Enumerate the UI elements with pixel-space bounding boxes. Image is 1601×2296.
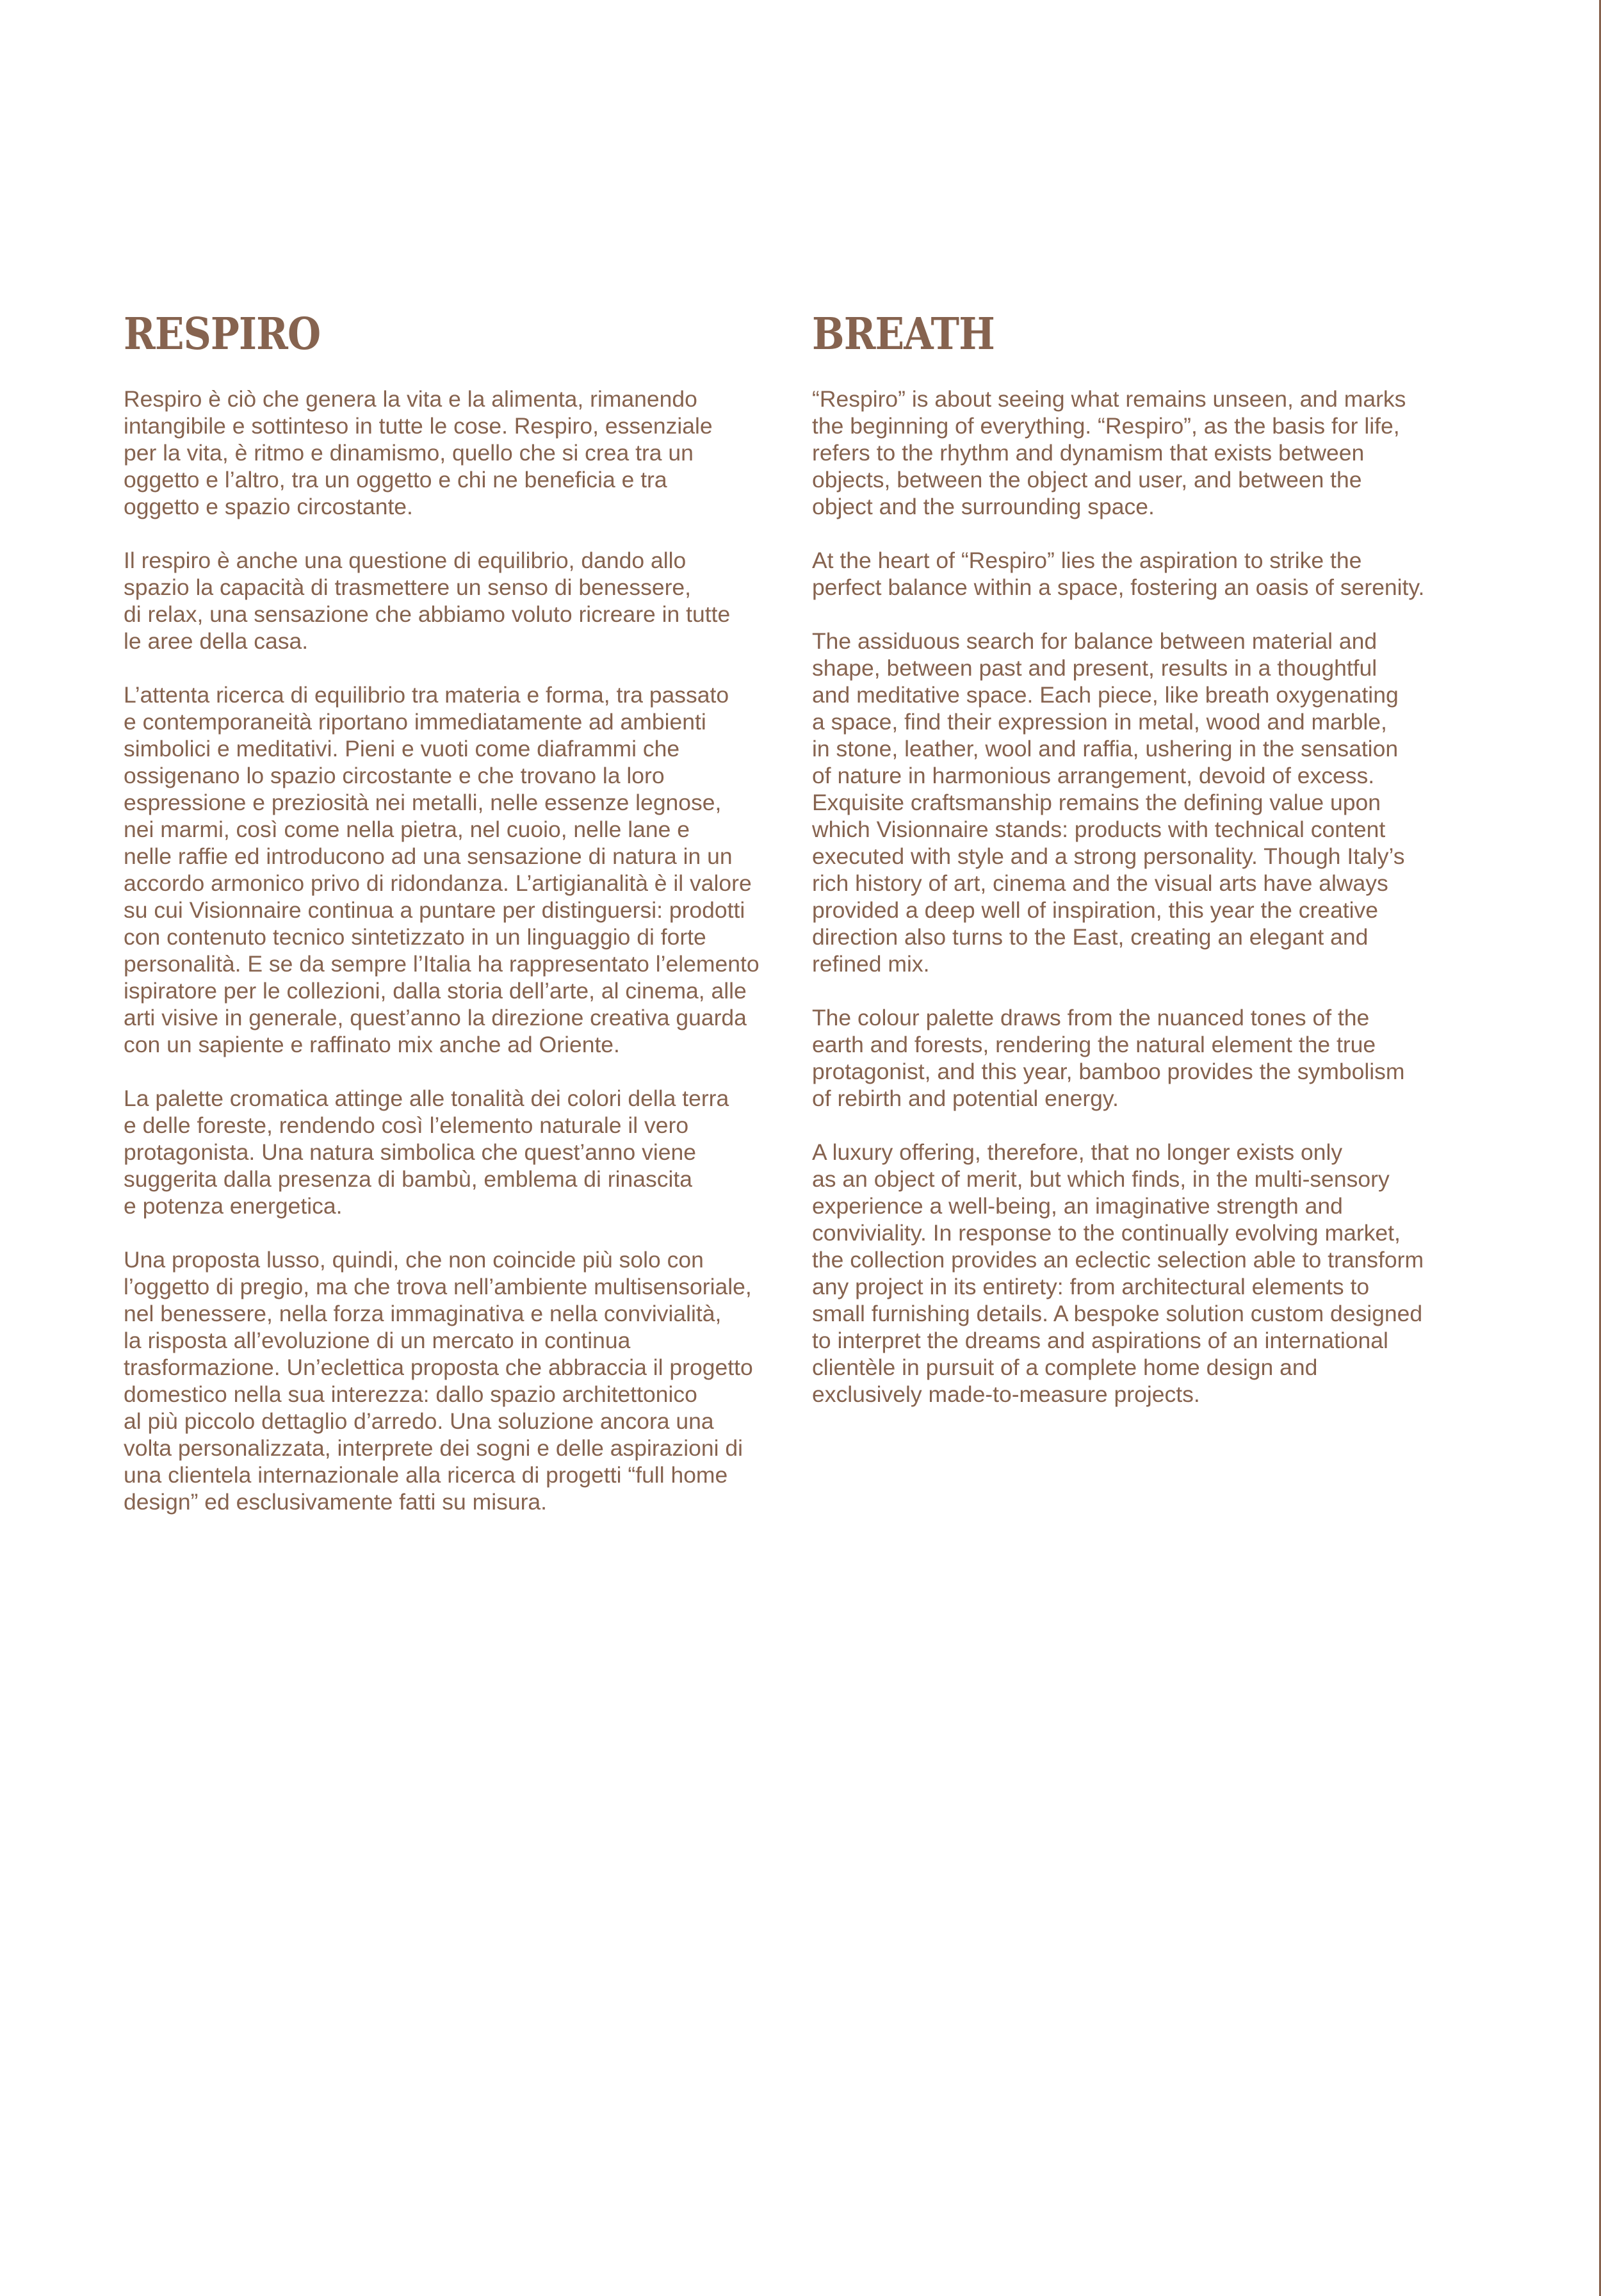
text-line: La palette cromatica attinge alle tonalità dei colori della terra [124,1086,729,1111]
text-line: e potenza energetica. [124,1193,343,1219]
text-line: to interpret the dreams and aspirations of an international [812,1328,1388,1353]
text-line: oggetto e l’altro, tra un oggetto e chi ne beneficia e tra [124,467,667,493]
text-line: una clientela internazionale alla ricerca di progetti “full home [124,1462,728,1488]
italian-paragraph-4 [124,1085,802,1219]
text-line: spazio la capacità di trasmettere un senso di benessere, [124,574,692,600]
text-line: refined mix. [812,951,930,977]
english-paragraph-1 [812,386,1504,520]
text-line: objects, between the object and user, and between the [812,467,1362,493]
text-line: design” ed esclusivamente fatti su misura. [124,1489,547,1515]
text-line: At the heart of “Respiro” lies the aspiration to strike the [812,548,1362,573]
text-line: small furnishing details. A bespoke solution custom designed [812,1301,1423,1326]
text-line: domestico nella sua interezza: dallo spazio architettonico [124,1381,697,1407]
text-line: nelle raffie ed introducono ad una sensazione di natura in un [124,843,733,869]
english-paragraph-3 [812,628,1504,977]
english-column [812,309,1504,1435]
text-line: any project in its entirety: from architectural elements to [812,1274,1370,1299]
english-paragraph-5 [812,1139,1504,1408]
text-line: “Respiro” is about seeing what remains unseen, and marks [812,386,1406,412]
text-line: of rebirth and potential energy. [812,1086,1119,1111]
text-line: arti visive in generale, quest’anno la direzione creativa guarda [124,1005,747,1030]
text-line: clientèle in pursuit of a complete home design and [812,1355,1318,1380]
text-line: of nature in harmonious arrangement, devoid of excess. [812,763,1375,788]
text-line: per la vita, è ritmo e dinamismo, quello che si crea tra un [124,440,694,466]
text-line: The colour palette draws from the nuanced tones of the [812,1005,1370,1030]
text-line: ossigenano lo spazio circostante e che trovano la loro [124,763,665,788]
text-line: direction also turns to the East, creating an elegant and [812,924,1369,950]
text-line: con un sapiente e raffinato mix anche ad Oriente. [124,1032,620,1057]
italian-paragraph-2 [124,547,802,655]
english-heading: BREATH [812,309,995,360]
text-line: nel benessere, nella forza immaginativa e nella convivialità, [124,1301,722,1326]
text-line: conviviality. In response to the continually evolving market, [812,1220,1401,1246]
text-line: trasformazione. Un’eclettica proposta che abbraccia il progetto [124,1355,753,1380]
text-line: the collection provides an eclectic selection able to transform [812,1247,1424,1273]
text-line: object and the surrounding space. [812,494,1155,519]
text-line: a space, find their expression in metal, wood and marble, [812,709,1387,735]
italian-column [124,309,802,1542]
text-line: intangibile e sottinteso in tutte le cose. Respiro, essenziale [124,413,713,439]
text-line: Il respiro è anche una questione di equilibrio, dando allo [124,548,687,573]
text-line: exclusively made-to-measure projects. [812,1381,1200,1407]
text-line: suggerita dalla presenza di bambù, emblema di rinascita [124,1166,692,1192]
text-line: accordo armonico privo di ridondanza. L’artigianalità è il valore [124,870,752,896]
text-line: A luxury offering, therefore, that no longer exists only [812,1139,1343,1165]
text-line: nei marmi, così come nella pietra, nel cuoio, nelle lane e [124,817,690,842]
text-line: rich history of art, cinema and the visual arts have always [812,870,1388,896]
text-line: in stone, leather, wool and raffia, ushering in the sensation [812,736,1399,761]
text-line: the beginning of everything. “Respiro”, as the basis for life, [812,413,1400,439]
italian-paragraph-5 [124,1246,802,1515]
text-line: refers to the rhythm and dynamism that exists between [812,440,1365,466]
text-line: di relax, una sensazione che abbiamo voluto ricreare in tutte [124,601,731,627]
text-line: le aree della casa. [124,628,309,654]
text-line: simbolici e meditativi. Pieni e vuoti come diaframmi che [124,736,680,761]
italian-heading: RESPIRO [124,309,321,360]
text-line: al più piccolo dettaglio d’arredo. Una soluzione ancora una [124,1408,714,1434]
italian-paragraph-1 [124,386,802,520]
text-line: Una proposta lusso, quindi, che non coincide più solo con [124,1247,704,1273]
text-line: e contemporaneità riportano immediatamente ad ambienti [124,709,706,735]
text-line: protagonist, and this year, bamboo provides the symbolism [812,1059,1405,1084]
text-line: L’attenta ricerca di equilibrio tra materia e forma, tra passato [124,682,729,708]
text-line: espressione e preziosità nei metalli, nelle essenze legnose, [124,790,722,815]
text-line: con contenuto tecnico sintetizzato in un linguaggio di forte [124,924,706,950]
text-line: protagonista. Una natura simbolica che quest’anno viene [124,1139,696,1165]
text-line: l’oggetto di pregio, ma che trova nell’ambiente multisensoriale, [124,1274,752,1299]
text-line: Exquisite craftsmanship remains the defining value upon [812,790,1381,815]
text-line: provided a deep well of inspiration, this year the creative [812,897,1379,923]
text-line: su cui Visionnaire continua a puntare per distinguersi: prodotti [124,897,745,923]
text-line: Respiro è ciò che genera la vita e la alimenta, rimanendo [124,386,697,412]
text-line: volta personalizzata, interprete dei sogni e delle aspirazioni di [124,1435,743,1461]
text-line: shape, between past and present, results in a thoughtful [812,655,1378,681]
text-line: e delle foreste, rendendo così l’elemento naturale il vero [124,1112,689,1138]
text-line: oggetto e spazio circostante. [124,494,413,519]
text-line: earth and forests, rendering the natural element the true [812,1032,1376,1057]
text-line: perfect balance within a space, fostering an oasis of serenity. [812,574,1425,600]
text-line: as an object of merit, but which finds, in the multi-sensory [812,1166,1390,1192]
text-line: executed with style and a strong personality. Though Italy’s [812,843,1405,869]
text-line: la risposta all’evoluzione di un mercato in continua [124,1328,631,1353]
text-line: and meditative space. Each piece, like breath oxygenating [812,682,1399,708]
text-line: The assiduous search for balance between material and [812,628,1378,654]
english-paragraph-2 [812,547,1504,601]
text-line: which Visionnaire stands: products with technical content [812,817,1386,842]
text-line: experience a well-being, an imaginative strength and [812,1193,1343,1219]
english-paragraph-4 [812,1004,1504,1112]
text-line: ispiratore per le collezioni, dalla storia dell’arte, al cinema, alle [124,978,747,1004]
text-line: personalità. E se da sempre l’Italia ha rappresentato l’elemento [124,951,760,977]
italian-paragraph-3 [124,681,802,1058]
